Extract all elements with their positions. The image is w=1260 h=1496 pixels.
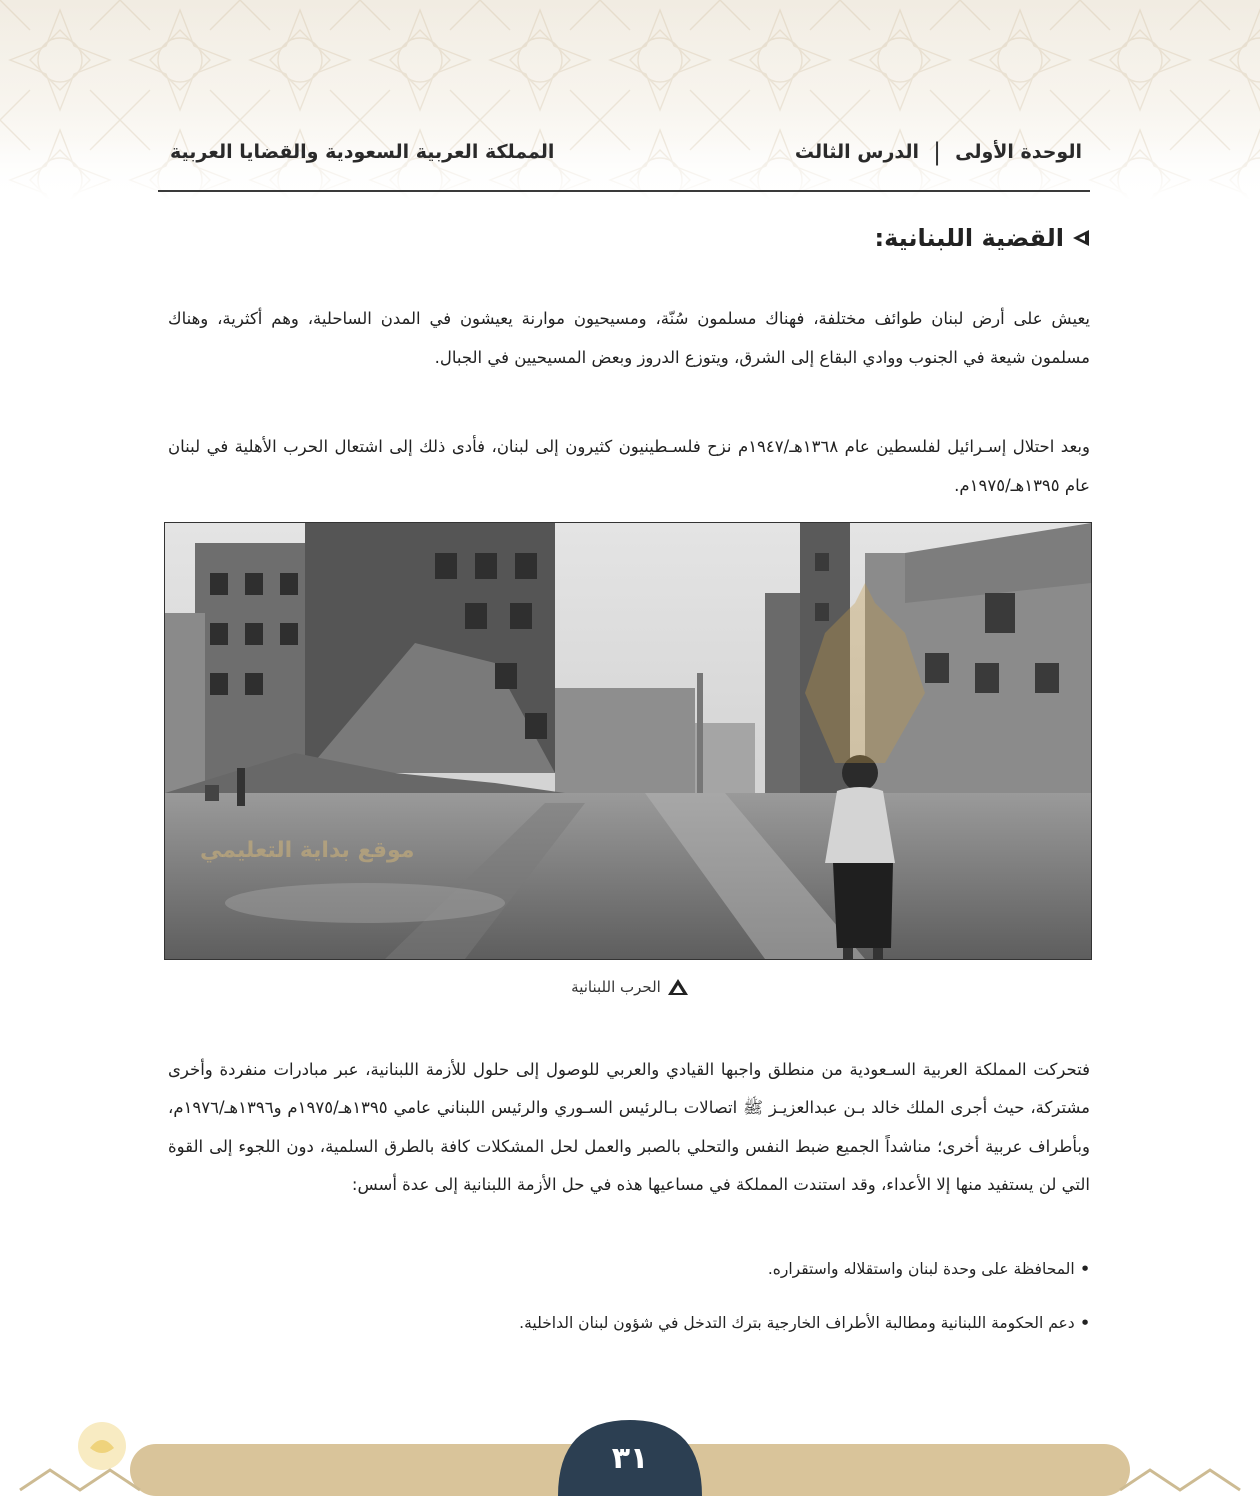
figure-caption-text: الحرب اللبنانية xyxy=(571,978,661,996)
header-lesson: الدرس الثالث xyxy=(794,141,920,163)
list-item: • دعم الحكومة اللبنانية ومطالبة الأطراف الخارجية بترك التدخل في شؤون لبنان الداخلية. xyxy=(168,1296,1090,1350)
section-title-text: القضية اللبنانية: xyxy=(874,224,1064,252)
warning-triangle-icon xyxy=(667,978,689,996)
list-item: • المحافظة على وحدة لبنان واستقلاله واستقراره. xyxy=(168,1242,1090,1296)
publisher-logo-icon xyxy=(74,1418,130,1474)
header-unit: الوحدة الأولى xyxy=(955,141,1082,163)
header-separator: | xyxy=(933,138,942,166)
figure-caption xyxy=(0,978,1260,996)
paragraph-civil-war: وبعد احتلال إسـرائيل لفلسطين عام ١٣٦٨هـ/١٩٤٧م نزح فلسـطينيون كثيرون إلى لبنان، فأدى ذلك إلى اشتعال الحرب الأهلية في لبنان عام ١٣٩٥هـ/١٩٧٥م. xyxy=(168,436,1090,495)
header-ornament-band xyxy=(0,0,1260,200)
war-photograph xyxy=(164,522,1092,960)
section-title xyxy=(875,224,1090,252)
header-subject: المملكة العربية السعودية والقضايا العربية xyxy=(170,141,555,163)
running-header xyxy=(170,136,1082,168)
paragraph-sects: يعيش على أرض لبنان طوائف مختلفة، فهناك مسلمون سُنّة، ومسيحيون موارنة يعيشون في المدن الساحلية، وهم أكثرية، وهناك مسلمون شيعة في الجنوب ووادي البقاع إلى الشرق، ويتوزع الدروز وبعض المسيحيين في الجبال. xyxy=(168,308,1090,367)
page-number: ٣١ xyxy=(611,1440,649,1476)
ruined-street-image xyxy=(165,523,1091,959)
site-watermark: موقع بداية التعليمي xyxy=(200,838,415,863)
geometric-pattern xyxy=(0,0,1260,200)
header-unit-lesson xyxy=(795,138,1082,166)
principles-list xyxy=(168,1242,1090,1350)
triangle-bullet-icon xyxy=(1072,229,1090,247)
paragraph-saudi-role: فتحركت المملكة العربية السـعودية من منطلق واجبها القيادي والعربي للوصول إلى حلول للأزمة اللبنانية، عبر مبادرات منفردة وأخرى مشتركة، حيث أجرى الملك خالد بـن عبدالعزيـز ﷺ اتصالات بـالرئيس السـوري والرئيس اللبناني عامي ١٣٩٥هـ/١٩٧٥م و١٣٩٦هـ/١٩٧٦م، وبأطراف عربية أخرى؛ مناشداً الجميع ضبط النفس والتحلي بالصبر والعمل لحل المشكلات كافة بالطرق السلمية، دون اللجوء إلى القوة التي لن يستفيد منها إلا الأعداء، وقد استندت المملكة في مساعيها هذه في حل الأزمة اللبنانية إلى عدة أسس: xyxy=(168,1059,1091,1194)
header-divider xyxy=(158,190,1090,192)
